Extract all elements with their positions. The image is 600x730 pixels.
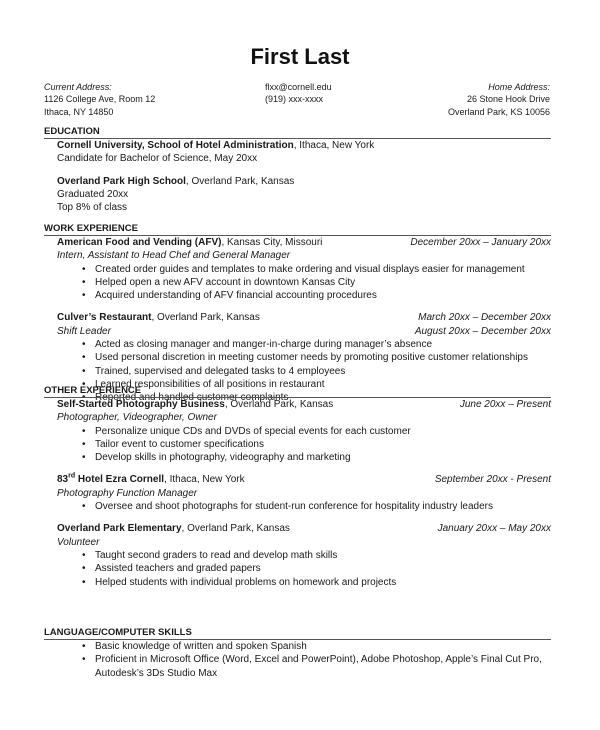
list-item: • Reported and handled customer complaints	[95, 391, 551, 404]
employer-name: 83rd Hotel Ezra Cornell	[57, 473, 165, 486]
employer-name: American Food and Vending (AFV)	[57, 237, 222, 248]
graduation-line: Graduated 20xx	[57, 188, 129, 200]
employment-date: June 20xx – Present	[459, 399, 551, 410]
list-item: • Oversee and shoot photographs for student-run conference for hospitality industry leaders	[95, 500, 551, 513]
employer-location: , Ithaca, New York	[164, 474, 245, 486]
duties-list	[57, 500, 551, 513]
list-item: • Proficient in Microsoft Office (Word, Excel and PowerPoint), Adobe Photoshop, Apple’s Final Cut Pro, Autodesk’s 3Ds Studio Max	[95, 653, 551, 680]
employer-row	[57, 311, 551, 324]
current-address	[44, 81, 155, 118]
list-item: • Trained, supervised and delegated tasks to 4 employees	[95, 365, 551, 378]
contact-info	[265, 81, 332, 106]
list-item: • Taught second graders to read and develop math skills	[95, 549, 551, 562]
employment-date: September 20xx - Present	[434, 474, 551, 486]
list-item: • Acquired understanding of AFV financial accounting procedures	[95, 289, 551, 302]
list-item: • Learned responsibilities of all positions in restaurant	[95, 378, 551, 391]
employer-row	[57, 522, 551, 535]
school-location: , Ithaca, New York	[293, 140, 375, 151]
current-address-line2: Ithaca, NY 14850	[44, 106, 114, 117]
job-role: Photographer, Videographer, Owner	[57, 412, 217, 424]
home-address-line1: 26 Stone Hook Drive	[466, 94, 550, 105]
skills-heading: LANGUAGE/COMPUTER SKILLS	[44, 627, 551, 640]
education-entry-highschool	[44, 175, 551, 215]
list-item: • Personalize unique CDs and DVDs of special events for each customer	[95, 425, 551, 438]
candidate-name: First Last	[250, 44, 350, 69]
degree-line: Candidate for Bachelor of Science, May 20xx	[57, 153, 258, 165]
school-name: Cornell University, School of Hotel Administration	[57, 140, 294, 151]
school-location: , Overland Park, Kansas	[185, 175, 295, 187]
job-role: Volunteer	[57, 536, 100, 548]
education-section	[44, 126, 551, 214]
other-entry-photography	[44, 398, 551, 464]
current-address-line1: 1126 College Ave, Room 12	[44, 94, 156, 105]
employer-location: , Overland Park, Kansas	[151, 312, 260, 324]
list-item: • Acted as closing manager and manger-in-charge during manager’s absence	[95, 338, 551, 351]
school-row	[57, 175, 551, 188]
employer-row	[57, 398, 551, 411]
home-address-label: Home Address:	[488, 82, 550, 92]
duties-list	[57, 263, 551, 303]
role-row	[57, 325, 551, 338]
list-item: • Created order guides and templates to make ordering and visual displays easier for management	[95, 263, 551, 276]
list-item: • Used personal discretion in meeting customer needs by promoting positive customer relationships	[95, 351, 551, 364]
employment-date: March 20xx – December 20xx	[418, 312, 551, 324]
employer-name: Overland Park Elementary	[57, 523, 182, 535]
home-address-line2: Overland Park, KS 10056	[447, 106, 550, 117]
job-role: Photography Function Manager	[57, 487, 198, 499]
list-item: • Assisted teachers and graded papers	[95, 562, 551, 575]
skills-section	[44, 627, 551, 680]
job-role: Shift Leader	[57, 325, 111, 337]
other-entry-hotel-ezra-cornell	[44, 473, 551, 513]
other-experience-section	[44, 385, 551, 589]
current-address-label: Current Address:	[44, 82, 112, 92]
rank-line: Top 8% of class	[57, 202, 128, 214]
skills-list	[57, 640, 551, 680]
list-item: • Basic knowledge of written and spoken Spanish	[95, 640, 551, 653]
email: flxx@cornell.edu	[265, 82, 332, 92]
employer-location: , Overland Park, Kansas	[224, 399, 334, 410]
role-date: August 20xx – December 20xx	[414, 325, 551, 337]
employment-date: December 20xx – January 20xx	[410, 237, 551, 248]
school-row	[57, 139, 551, 152]
work-entry-afv	[44, 236, 551, 302]
other-entry-elementary	[44, 522, 551, 588]
employer-name: Culver’s Restaurant	[57, 312, 152, 324]
list-item: • Helped students with individual problems on homework and projects	[95, 576, 551, 589]
list-item: • Tailor event to customer specifications	[95, 438, 551, 451]
job-role: Intern, Assistant to Head Chef and General Manager	[57, 250, 291, 262]
employer-location: , Kansas City, Missouri	[221, 237, 323, 248]
other-experience-heading: OTHER EXPERIENCE	[44, 385, 551, 398]
employer-row	[57, 236, 551, 249]
list-item: • Helped open a new AFV account in downtown Kansas City	[95, 276, 551, 289]
work-heading: WORK EXPERIENCE	[44, 223, 551, 236]
school-name: Overland Park High School	[57, 175, 186, 187]
phone: (919) xxx-xxxx	[265, 94, 324, 105]
employer-name: Self-Started Photography Business	[57, 399, 225, 410]
list-item: • Develop skills in photography, videography and marketing	[95, 451, 551, 464]
employer-location: , Overland Park, Kansas	[181, 523, 290, 535]
education-heading: EDUCATION	[44, 126, 551, 139]
duties-list	[57, 425, 551, 465]
work-section	[44, 223, 551, 405]
employer-row	[57, 473, 551, 486]
skills-entry	[44, 640, 551, 680]
education-entry-cornell	[44, 139, 551, 166]
home-address	[448, 81, 550, 118]
duties-list	[57, 549, 551, 589]
employment-date: January 20xx – May 20xx	[437, 523, 551, 535]
